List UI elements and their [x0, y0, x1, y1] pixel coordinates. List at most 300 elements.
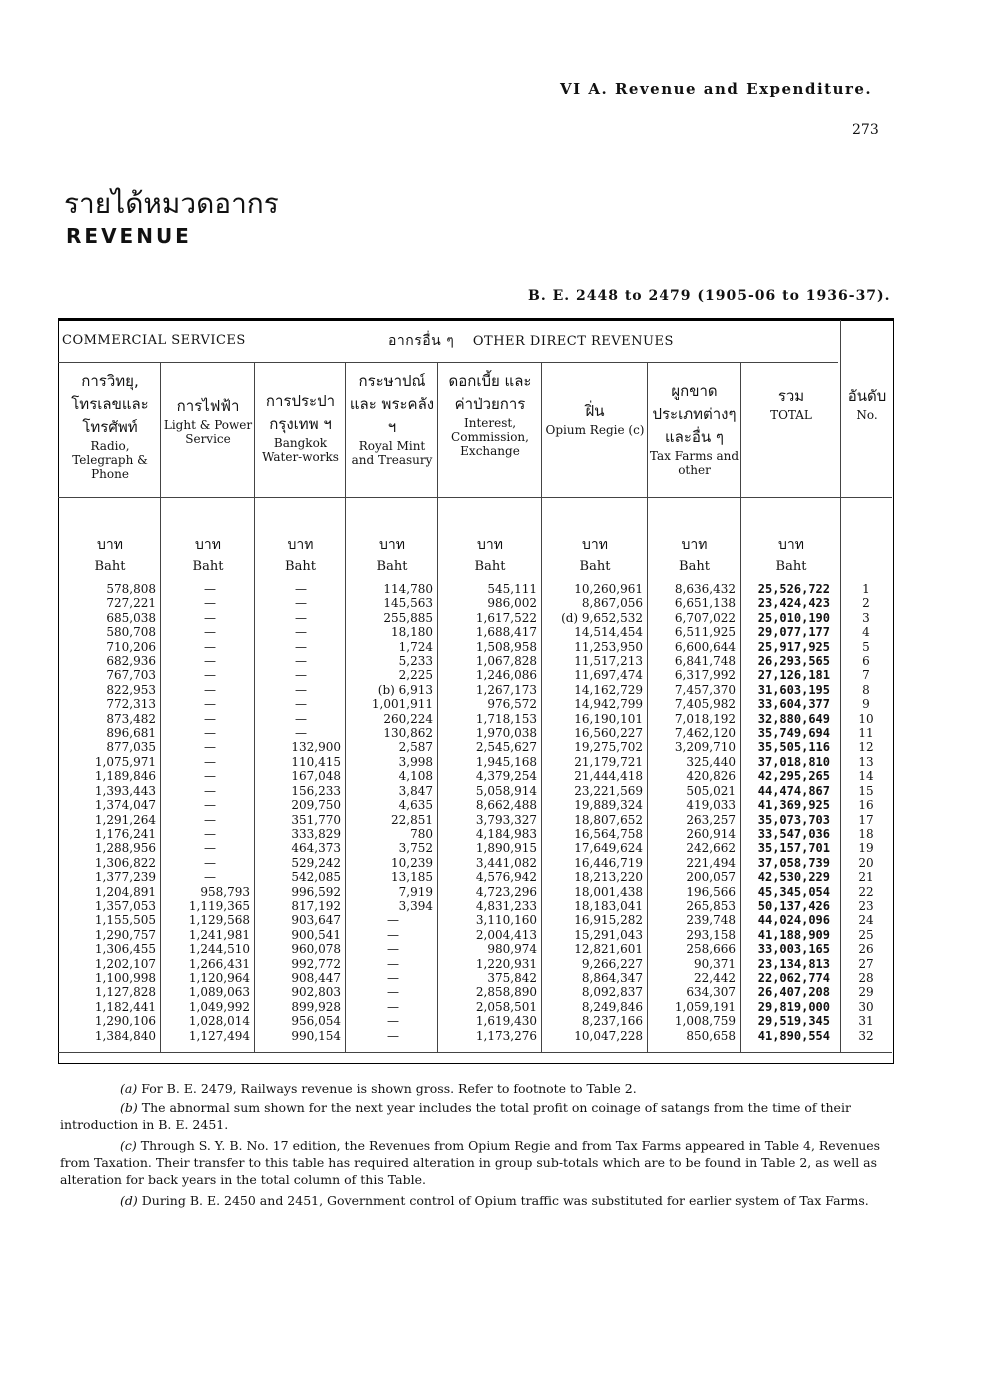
- table-cell: 545,111: [487, 582, 537, 596]
- table-cell: 1,127,494: [188, 1028, 250, 1043]
- table-cell: —: [204, 682, 216, 697]
- table-cell: 16,190,101: [574, 711, 643, 726]
- table-cell: 14,942,799: [574, 697, 643, 712]
- title-thai: รายได้หมวดอากร: [64, 187, 279, 220]
- table-cell: —: [204, 783, 216, 798]
- table-cell: —: [204, 841, 216, 856]
- table-cell: 960,078: [291, 942, 341, 957]
- table-cell: 1,384,840: [94, 1028, 156, 1043]
- total-cell: 50,137,426: [757, 898, 830, 913]
- row-number-cell: 19: [858, 841, 874, 856]
- table-cell: 145,563: [383, 596, 433, 611]
- table-cell: 900,541: [291, 927, 341, 942]
- table-cell: 16,560,227: [574, 726, 643, 741]
- table-cell: —: [204, 855, 216, 870]
- table-row: [62, 841, 892, 855]
- table-cell: 260,914: [686, 826, 736, 841]
- table-cell: —: [204, 668, 216, 683]
- table-cell: 7,457,370: [674, 682, 736, 697]
- table-row: [62, 899, 892, 913]
- total-cell: 41,369,925: [757, 798, 830, 813]
- table-cell: 293,158: [686, 927, 736, 942]
- total-cell: 29,819,000: [757, 999, 830, 1014]
- table-cell: 167,048: [291, 769, 341, 784]
- table-cell: 1,127,828: [94, 985, 156, 1000]
- total-cell: 33,604,377: [757, 697, 830, 712]
- row-number-cell: 6: [862, 654, 870, 669]
- table-row: [62, 712, 892, 726]
- table-cell: 3,752: [398, 841, 433, 856]
- table-row: [62, 726, 892, 740]
- table-cell: —: [295, 639, 307, 654]
- row-number-cell: 2: [862, 596, 870, 611]
- table-cell: 2,858,890: [475, 985, 537, 1000]
- table-cell: 22,442: [694, 970, 736, 985]
- row-number-cell: 10: [858, 711, 874, 726]
- table-cell: 992,772: [291, 956, 341, 971]
- table-cell: 1,288,956: [94, 841, 156, 856]
- table-cell: 200,057: [686, 870, 736, 885]
- unit-label: บาท Baht: [94, 537, 126, 574]
- table-cell: 1,028,014: [188, 1014, 250, 1029]
- table-cell: 1,393,443: [94, 783, 156, 798]
- table-cell: 8,864,347: [581, 970, 643, 985]
- total-cell: 23,134,813: [757, 956, 830, 971]
- row-number-cell: 25: [858, 927, 874, 942]
- table-row: [62, 668, 892, 682]
- table-cell: 4,723,296: [475, 884, 537, 899]
- table-cell: 3,441,082: [475, 855, 537, 870]
- unit-label: บาท Baht: [679, 537, 710, 574]
- row-number-cell: 14: [858, 769, 874, 784]
- table-cell: 263,257: [686, 812, 736, 827]
- table-cell: 986,002: [487, 596, 537, 611]
- table-cell: 1,176,241: [94, 826, 156, 841]
- table-cell: —: [387, 999, 399, 1014]
- table-cell: 578,808: [106, 582, 156, 596]
- table-cell: 956,054: [291, 1014, 341, 1029]
- table-cell: —: [387, 927, 399, 942]
- table-cell: —: [204, 697, 216, 712]
- table-cell: 1,377,239: [94, 870, 156, 885]
- table-cell: —: [204, 711, 216, 726]
- table-cell: (d) 9,652,532: [561, 610, 643, 625]
- row-number-cell: 15: [858, 783, 874, 798]
- table-cell: 11,253,950: [574, 639, 643, 654]
- table-cell: 7,018,192: [674, 711, 736, 726]
- row-number-cell: 11: [858, 726, 874, 741]
- header-rule: [58, 362, 838, 363]
- table-row: [62, 1000, 892, 1014]
- table-cell: 156,233: [291, 783, 341, 798]
- col-interest-commission-exchange: ดอกเบี้ย และ ค่าป่วยการ Interest, Commission, Exchange: [448, 372, 532, 458]
- total-cell: 41,890,554: [757, 1028, 830, 1043]
- table-cell: 896,681: [106, 726, 156, 741]
- table-cell: 16,564,758: [574, 826, 643, 841]
- table-cell: —: [295, 625, 307, 640]
- table-row: [62, 885, 892, 899]
- table-row: [62, 740, 892, 754]
- row-number-cell: 27: [858, 956, 874, 971]
- group-other-thai: อากรอื่น ๆ: [388, 333, 455, 349]
- table-cell: 1,290,106: [94, 1014, 156, 1029]
- table-cell: —: [204, 625, 216, 640]
- row-number-cell: 13: [858, 754, 874, 769]
- table-cell: 114,780: [383, 582, 433, 596]
- table-cell: 990,154: [291, 1028, 341, 1043]
- total-cell: 33,547,036: [757, 826, 830, 841]
- table-cell: 8,867,056: [581, 596, 643, 611]
- table-cell: 685,038: [106, 610, 156, 625]
- table-cell: 7,462,120: [674, 726, 736, 741]
- table-cell: 4,184,983: [475, 826, 537, 841]
- table-cell: 16,446,719: [574, 855, 643, 870]
- row-number-cell: 29: [858, 985, 874, 1000]
- table-row: [62, 640, 892, 654]
- table-cell: 8,249,846: [581, 999, 643, 1014]
- table-top-rule: [58, 318, 894, 321]
- table-cell: 767,703: [106, 668, 156, 683]
- table-cell: 110,415: [291, 754, 341, 769]
- section-heading: VI A. Revenue and Expenditure.: [560, 80, 873, 98]
- table-cell: 6,841,748: [674, 654, 736, 669]
- col-total: รวม TOTAL: [770, 387, 812, 422]
- table-cell: 580,708: [106, 625, 156, 640]
- table-row: [62, 654, 892, 668]
- table-cell: (b) 6,913: [377, 682, 433, 697]
- table-cell: 4,108: [398, 769, 433, 784]
- table-cell: 7,405,982: [674, 697, 736, 712]
- table-cell: 14,514,454: [574, 625, 643, 640]
- unit-label: บาท Baht: [775, 537, 807, 574]
- total-cell: 35,505,116: [757, 740, 830, 755]
- table-cell: 6,651,138: [674, 596, 736, 611]
- table-cell: 1,059,191: [674, 999, 736, 1014]
- total-cell: 45,345,054: [757, 884, 830, 899]
- table-cell: —: [204, 582, 216, 596]
- row-number-cell: 5: [862, 639, 870, 654]
- table-cell: —: [204, 812, 216, 827]
- table-cell: 18,213,220: [574, 870, 643, 885]
- table-cell: 18,180: [391, 625, 433, 640]
- table-cell: 17,649,624: [574, 841, 643, 856]
- table-row: [62, 928, 892, 942]
- table-cell: 1,241,981: [188, 927, 250, 942]
- table-row: [62, 942, 892, 956]
- table-cell: 1,173,276: [475, 1028, 537, 1043]
- table-cell: 19,889,324: [574, 798, 643, 813]
- table-cell: 209,750: [291, 798, 341, 813]
- table-cell: 333,829: [291, 826, 341, 841]
- table-cell: 902,803: [291, 985, 341, 1000]
- table-cell: 4,379,254: [475, 769, 537, 784]
- table-cell: 2,058,501: [475, 999, 537, 1014]
- table-cell: 375,842: [487, 970, 537, 985]
- table-row: [62, 596, 892, 610]
- row-number-cell: 31: [858, 1014, 874, 1029]
- total-cell: 29,519,345: [757, 1014, 830, 1029]
- table-cell: 710,206: [106, 639, 156, 654]
- col-opium-regie: ฝิ่น Opium Regie (c): [545, 402, 645, 437]
- table-cell: 3,847: [398, 783, 433, 798]
- table-cell: 1,008,759: [674, 1014, 736, 1029]
- table-cell: 1,306,455: [94, 942, 156, 957]
- table-cell: 1,220,931: [475, 956, 537, 971]
- period-heading: B. E. 2448 to 2479 (1905-06 to 1936-37).: [528, 288, 891, 304]
- group-other-english: OTHER DIRECT REVENUES: [472, 334, 674, 349]
- table-cell: 221,494: [686, 855, 736, 870]
- table-cell: 10,260,961: [574, 582, 643, 596]
- table-cell: 1,204,891: [94, 884, 156, 899]
- table-cell: —: [387, 985, 399, 1000]
- table-cell: 1,067,828: [475, 654, 537, 669]
- table-cell: 1,970,038: [475, 726, 537, 741]
- table-cell: 727,221: [106, 596, 156, 611]
- table-cell: 8,636,432: [674, 582, 736, 596]
- table-cell: 780: [410, 826, 433, 841]
- table-cell: 1,244,510: [188, 942, 250, 957]
- table-row: [62, 1014, 892, 1028]
- table-cell: 1,718,153: [475, 711, 537, 726]
- table-row: [62, 755, 892, 769]
- table-cell: 1,374,047: [94, 798, 156, 813]
- row-number-cell: 8: [862, 682, 870, 697]
- table-cell: 258,666: [686, 942, 736, 957]
- table-cell: —: [204, 740, 216, 755]
- table-cell: 1,306,822: [94, 855, 156, 870]
- row-number-cell: 30: [858, 999, 874, 1014]
- table-cell: 3,209,710: [674, 740, 736, 755]
- table-cell: 6,600,644: [674, 639, 736, 654]
- table-cell: 1,120,964: [188, 970, 250, 985]
- table-cell: 1,267,173: [475, 682, 537, 697]
- table-cell: 8,662,488: [475, 798, 537, 813]
- table-cell: 996,592: [291, 884, 341, 899]
- table-cell: 12,821,601: [574, 942, 643, 957]
- table-cell: 1,119,365: [188, 898, 250, 913]
- footnote: (d) During B. E. 2450 and 2451, Government control of Opium traffic was substituted for earlier system of Tax Farms.: [120, 1193, 869, 1208]
- table-cell: 2,545,627: [475, 740, 537, 755]
- row-number-cell: 22: [858, 884, 874, 899]
- unit-label: บาท Baht: [579, 537, 611, 574]
- row-number-cell: 21: [858, 870, 874, 885]
- total-cell: 27,126,181: [757, 668, 830, 683]
- table-cell: 850,658: [686, 1028, 736, 1043]
- table-row: [62, 683, 892, 697]
- table-cell: 13,185: [391, 870, 433, 885]
- table-cell: 1,202,107: [94, 956, 156, 971]
- table-cell: 3,998: [398, 754, 433, 769]
- table-cell: 3,394: [398, 898, 433, 913]
- table-cell: 1,100,998: [94, 970, 156, 985]
- table-cell: 980,974: [487, 942, 537, 957]
- table-cell: —: [295, 668, 307, 683]
- table-cell: 11,697,474: [574, 668, 643, 683]
- table-cell: —: [295, 726, 307, 741]
- table-cell: 958,793: [200, 884, 250, 899]
- table-cell: 1,724: [398, 639, 433, 654]
- row-number-cell: 7: [862, 668, 870, 683]
- footnote: (c) Through S. Y. B. No. 17 edition, the Revenues from Opium Regie and from Tax Farms appeared in Table 4, Revenues from Taxation. Their transfer to this table has required alteration in group sub-totals which are to be found in Table 2, as well as alteration for back years in the total column of this Table.: [60, 1138, 881, 1187]
- table-cell: —: [387, 942, 399, 957]
- table-cell: 976,572: [487, 697, 537, 712]
- table-cell: —: [295, 654, 307, 669]
- col-light-power: การไฟฟ้า Light & Power Service: [163, 397, 253, 446]
- table-cell: —: [204, 754, 216, 769]
- table-cell: 877,035: [106, 740, 156, 755]
- table-cell: 255,885: [383, 610, 433, 625]
- table-cell: 18,183,041: [574, 898, 643, 913]
- table-row: [62, 813, 892, 827]
- group-other-direct-revenues: [388, 330, 674, 352]
- table-cell: 9,266,227: [581, 956, 643, 971]
- total-cell: 35,157,701: [757, 841, 830, 856]
- table-cell: —: [204, 596, 216, 611]
- table-cell: 2,587: [398, 740, 433, 755]
- table-cell: 22,851: [391, 812, 433, 827]
- table-cell: —: [204, 826, 216, 841]
- table-cell: —: [204, 769, 216, 784]
- table-cell: 419,033: [686, 798, 736, 813]
- total-cell: 42,295,265: [757, 769, 830, 784]
- table-cell: —: [387, 1014, 399, 1029]
- table-cell: 1,001,911: [371, 697, 433, 712]
- table-cell: 7,919: [398, 884, 433, 899]
- table-row: [62, 913, 892, 927]
- table-row: [62, 957, 892, 971]
- table-cell: 1,290,757: [94, 927, 156, 942]
- table-cell: 130,862: [383, 726, 433, 741]
- total-cell: 35,073,703: [757, 812, 830, 827]
- unit-label: บาท Baht: [376, 537, 408, 574]
- table-cell: 196,566: [686, 884, 736, 899]
- col-radio-telegraph-phone: การวิทยุ, โทรเลขและ โทรศัพท์ Radio, Telegraph & Phone: [71, 372, 149, 481]
- col-royal-mint-treasury: กระษาปณ์ และ พระคลัง ฯ Royal Mint and Treasury: [349, 372, 435, 467]
- table-cell: 1,049,992: [188, 999, 250, 1014]
- total-cell: 32,880,649: [757, 711, 830, 726]
- row-number-cell: 18: [858, 826, 874, 841]
- total-cell: 37,018,810: [757, 754, 830, 769]
- table-cell: 325,440: [686, 754, 736, 769]
- row-number-cell: 1: [862, 582, 870, 596]
- table-cell: 8,237,166: [581, 1014, 643, 1029]
- table-cell: 1,075,971: [94, 754, 156, 769]
- table-cell: 4,831,233: [475, 898, 537, 913]
- total-cell: 31,603,195: [757, 682, 830, 697]
- table-cell: —: [204, 654, 216, 669]
- header-bottom-rule: [58, 497, 892, 498]
- table-bottom-rule: [58, 1052, 892, 1053]
- row-number-cell: 3: [862, 610, 870, 625]
- table-row: [62, 625, 892, 639]
- table-cell: 903,647: [291, 913, 341, 928]
- table-cell: 5,233: [398, 654, 433, 669]
- table-row: [62, 769, 892, 783]
- row-number-cell: 4: [862, 625, 870, 640]
- row-number-cell: 23: [858, 898, 874, 913]
- table-cell: 10,239: [391, 855, 433, 870]
- row-number-cell: 28: [858, 970, 874, 985]
- table-cell: 6,707,022: [674, 610, 736, 625]
- table-cell: 1,246,086: [475, 668, 537, 683]
- table-row: [62, 870, 892, 884]
- row-number-cell: 12: [858, 740, 874, 755]
- table-row: [62, 784, 892, 798]
- row-number-cell: 24: [858, 913, 874, 928]
- table-cell: 634,307: [686, 985, 736, 1000]
- row-number-cell: 32: [858, 1028, 874, 1043]
- table-row: [62, 798, 892, 812]
- footnote: (b) The abnormal sum shown for the next year includes the total profit on coinage of satangs from the time of their introduction in B. E. 2451.: [60, 1100, 851, 1132]
- row-number-cell: 17: [858, 812, 874, 827]
- total-cell: 33,003,165: [757, 942, 830, 957]
- table-row: [62, 582, 892, 596]
- table-cell: 3,793,327: [475, 812, 537, 827]
- total-cell: 25,526,722: [757, 582, 830, 596]
- revenue-table: [62, 582, 892, 1043]
- table-cell: 542,085: [291, 870, 341, 885]
- unit-label: บาท Baht: [474, 537, 506, 574]
- row-number-cell: 20: [858, 855, 874, 870]
- table-row: [62, 1029, 892, 1043]
- total-cell: 44,474,867: [757, 783, 830, 798]
- table-cell: 21,444,418: [574, 769, 643, 784]
- table-cell: 1,155,505: [94, 913, 156, 928]
- col-bangkok-waterworks: การประปา กรุงเทพ ฯ Bangkok Water-works: [262, 392, 339, 464]
- row-number-cell: 9: [862, 697, 870, 712]
- table-cell: 1,508,958: [475, 639, 537, 654]
- table-cell: 1,189,846: [94, 769, 156, 784]
- unit-label: บาท Baht: [192, 537, 224, 574]
- table-cell: 11,517,213: [574, 654, 643, 669]
- total-cell: 35,749,694: [757, 726, 830, 741]
- footnote: (a) For B. E. 2479, Railways revenue is shown gross. Refer to footnote to Table 2.: [120, 1081, 637, 1096]
- table-cell: 1,182,441: [94, 999, 156, 1014]
- table-cell: 18,001,438: [574, 884, 643, 899]
- table-cell: 873,482: [106, 711, 156, 726]
- table-cell: 772,313: [106, 697, 156, 712]
- table-cell: 19,275,702: [574, 740, 643, 755]
- table-cell: 6,511,925: [674, 625, 736, 640]
- unit-label: บาท Baht: [285, 537, 316, 574]
- table-cell: 2,225: [398, 668, 433, 683]
- table-cell: 682,936: [106, 654, 156, 669]
- total-cell: 42,530,229: [757, 870, 830, 885]
- table-row: [62, 856, 892, 870]
- table-body: [62, 582, 892, 1043]
- table-cell: 505,021: [686, 783, 736, 798]
- table-cell: —: [204, 610, 216, 625]
- table-cell: —: [295, 697, 307, 712]
- col-tax-farms: ผูกขาด ประเภทต่างๆ และอื่น ๆ Tax Farms and other: [649, 382, 740, 477]
- table-cell: 1,291,264: [94, 812, 156, 827]
- table-row: [62, 611, 892, 625]
- table-cell: 529,242: [291, 855, 341, 870]
- table-cell: —: [204, 726, 216, 741]
- table-cell: 2,004,413: [475, 927, 537, 942]
- total-cell: 25,010,190: [757, 610, 830, 625]
- table-cell: 260,224: [383, 711, 433, 726]
- table-cell: —: [295, 711, 307, 726]
- total-cell: 26,293,565: [757, 654, 830, 669]
- total-cell: 23,424,423: [757, 596, 830, 611]
- table-cell: 6,317,992: [674, 668, 736, 683]
- table-cell: 5,058,914: [475, 783, 537, 798]
- table-cell: 242,662: [686, 841, 736, 856]
- total-cell: 22,062,774: [757, 970, 830, 985]
- table-cell: —: [295, 682, 307, 697]
- table-cell: 14,162,729: [574, 682, 643, 697]
